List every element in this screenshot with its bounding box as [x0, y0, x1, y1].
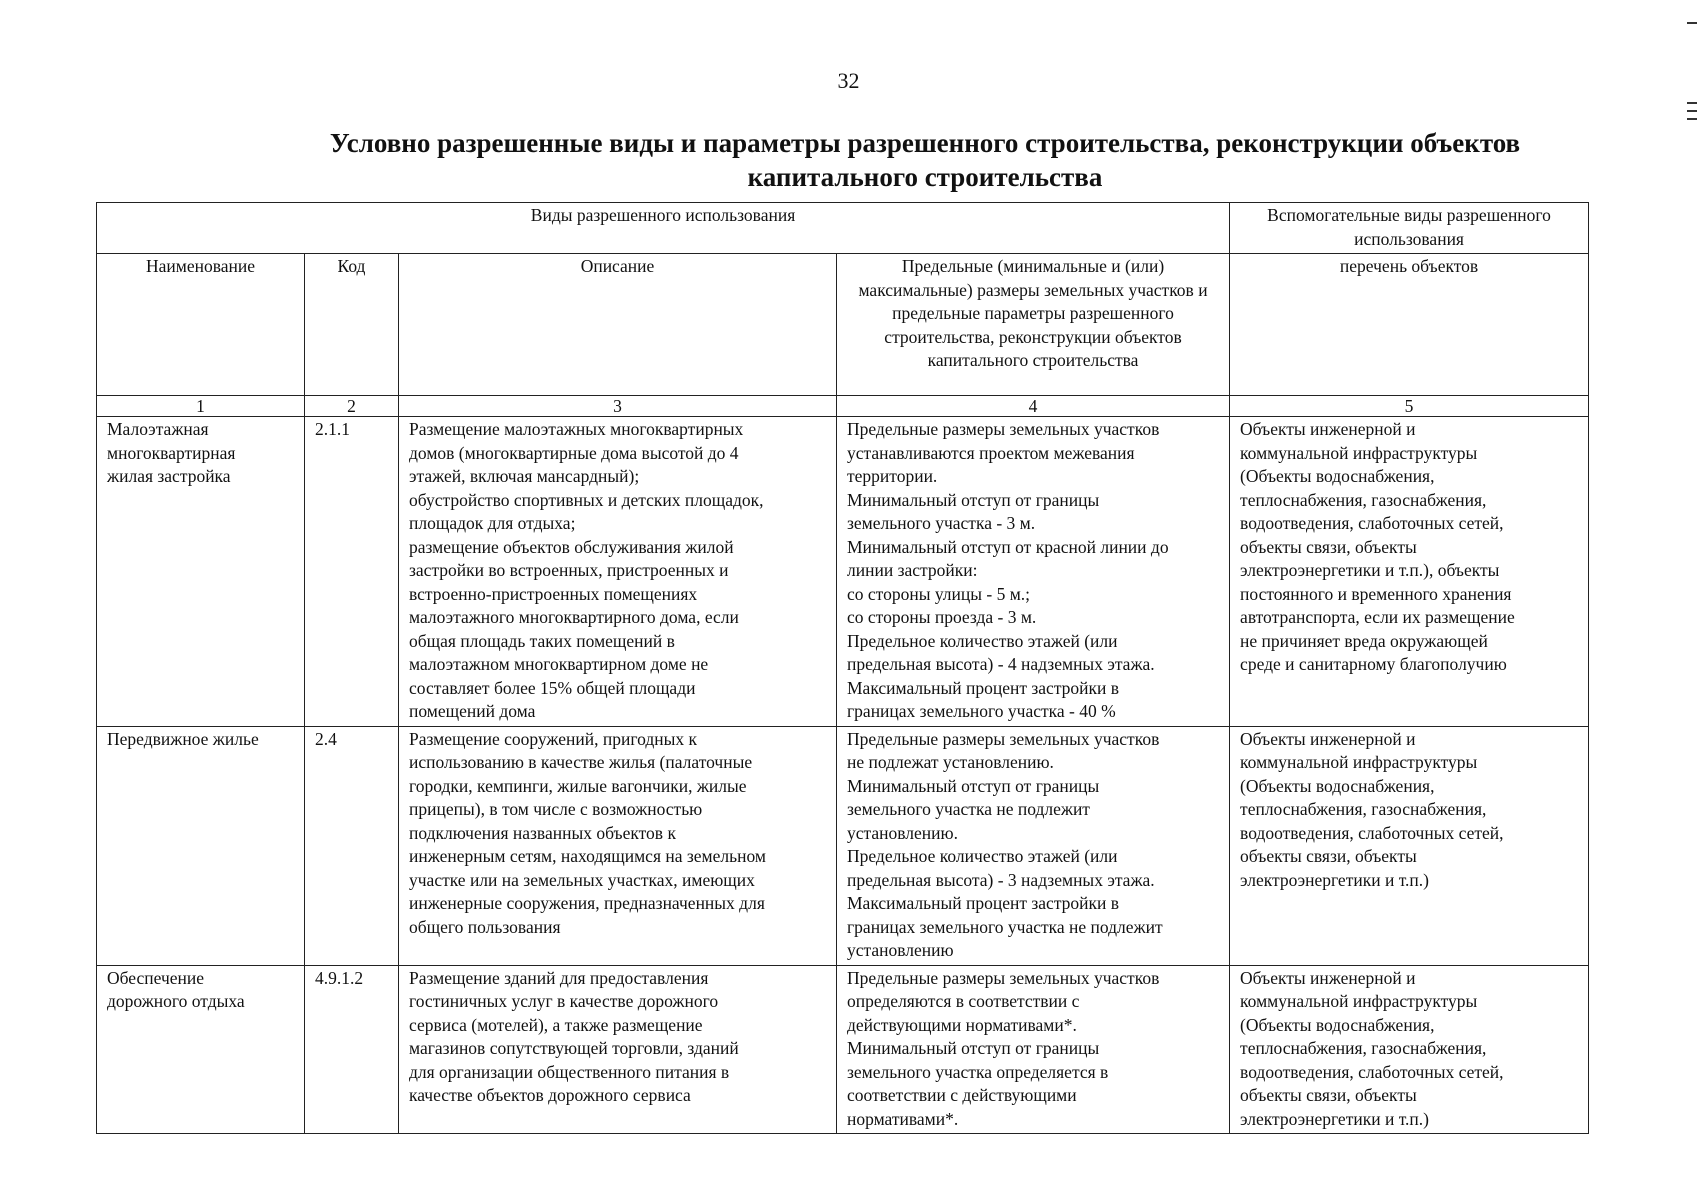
- cell-line: многоквартирная: [107, 442, 236, 463]
- cell-line: Малоэтажная: [107, 419, 209, 439]
- cell-line: нормативами*.: [847, 1108, 959, 1129]
- cell-line: установлению.: [847, 822, 958, 843]
- cell-line: постоянного и временного хранения: [1240, 583, 1512, 604]
- table-row: [97, 726, 1589, 965]
- cell-line: коммунальной инфраструктуры: [1240, 752, 1478, 772]
- cell-line: предельная высота) - 3 надземных этажа.: [847, 869, 1155, 890]
- cell-line: общая площадь таких помещений в: [409, 630, 675, 651]
- cell-line: Минимальный отступ от границы: [847, 1038, 1100, 1058]
- title-line-2: капитального строительства: [747, 162, 1103, 192]
- cell-line: земельного участка - 3 м.: [847, 513, 1036, 533]
- cell-line: линии застройки:: [847, 560, 978, 580]
- cell-line: Размещение малоэтажных многоквартирных: [409, 419, 744, 439]
- cell-line: теплоснабжения, газоснабжения,: [1240, 799, 1487, 819]
- table-column-header-row: [97, 254, 1589, 396]
- cell-line: (Объекты водоснабжения,: [1240, 1014, 1435, 1035]
- cell-line: малоэтажного многоквартирного дома, если: [409, 607, 739, 627]
- cell-line: (Объекты водоснабжения,: [1240, 775, 1435, 796]
- cell-line: границах земельного участка - 40 %: [847, 701, 1116, 721]
- cell-code: 4.9.1.2: [305, 965, 399, 1134]
- cell-line: сервиса (мотелей), а также размещение: [409, 1014, 703, 1035]
- column-header-name: Наименование: [97, 254, 305, 396]
- cell-line: объекты связи, объекты: [1240, 536, 1417, 557]
- cell-line: территории.: [847, 466, 938, 486]
- cell-line: общего пользования: [409, 916, 561, 937]
- cell-line: Объекты инженерной и: [1240, 967, 1416, 988]
- cell-line: водоотведения, слаботочных сетей,: [1240, 1061, 1504, 1082]
- cell-line: со стороны проезда - 3 м.: [847, 607, 1037, 627]
- cell-line: водоотведения, слаботочных сетей,: [1240, 822, 1504, 843]
- group-header-auxiliary-uses: Вспомогательные виды разрешенного использования: [1230, 203, 1589, 254]
- cell-description: [399, 726, 837, 965]
- cell-objects: [1230, 417, 1589, 727]
- table-group-header-row: [97, 203, 1589, 254]
- column-header-description: Описание: [399, 254, 837, 396]
- cell-line: коммунальной инфраструктуры: [1240, 991, 1478, 1011]
- cell-line: объекты связи, объекты: [1240, 1085, 1417, 1105]
- cell-line: домов (многоквартирные дома высотой до 4: [409, 442, 739, 463]
- cell-line: со стороны улицы - 5 м.;: [847, 583, 1031, 604]
- edge-mark: [1687, 22, 1697, 24]
- cell-line: соответствии с действующими: [847, 1085, 1077, 1105]
- cell-line: жилая застройка: [107, 466, 231, 486]
- regulations-table: [96, 202, 1589, 1134]
- cell-line: площадок для отдыха;: [409, 513, 576, 533]
- column-header-limits: Предельные (минимальные и (или) максимальные) размеры земельных участков и предельные параметры разрешенного строительства, реконструкции объектов капитального строительства: [837, 254, 1230, 396]
- cell-line: Минимальный отступ от границы: [847, 775, 1100, 796]
- cell-limits: [837, 417, 1230, 727]
- cell-line: гостиничных услуг в качестве дорожного: [409, 991, 719, 1011]
- cell-line: Максимальный процент застройки в: [847, 893, 1120, 913]
- column-number: 3: [399, 396, 837, 417]
- cell-line: земельного участка не подлежит: [847, 799, 1090, 819]
- cell-line: границах земельного участка не подлежит: [847, 916, 1163, 937]
- cell-line: обустройство спортивных и детских площадок,: [409, 489, 764, 510]
- cell-line: Объекты инженерной и: [1240, 728, 1416, 749]
- cell-line: (Объекты водоснабжения,: [1240, 466, 1435, 486]
- cell-line: магазинов сопутствующей торговли, зданий: [409, 1038, 739, 1058]
- cell-line: городки, кемпинги, жилые вагончики, жилые: [409, 775, 747, 796]
- cell-line: застройки во встроенных, пристроенных и: [409, 560, 729, 580]
- cell-line: Предельные размеры земельных участков: [847, 967, 1160, 988]
- edge-mark: [1687, 110, 1697, 112]
- cell-line: дорожного отдыха: [107, 991, 245, 1011]
- cell-line: для организации общественного питания в: [409, 1061, 730, 1082]
- page-title: [260, 126, 1590, 194]
- cell-line: предельная высота) - 4 надземных этажа.: [847, 654, 1155, 674]
- cell-line: электроэнергетики и т.п.): [1240, 869, 1429, 890]
- cell-line: среде и санитарному благополучию: [1240, 654, 1507, 674]
- cell-line: Максимальный процент застройки в: [847, 677, 1120, 698]
- cell-code: 2.1.1: [305, 417, 399, 727]
- cell-line: установлению: [847, 940, 954, 960]
- edge-mark: [1687, 102, 1697, 104]
- cell-line: Минимальный отступ от границы: [847, 489, 1100, 510]
- cell-line: инженерным сетям, находящимся на земельном: [409, 846, 766, 866]
- cell-line: земельного участка определяется в: [847, 1061, 1109, 1082]
- cell-line: малоэтажном многоквартирном доме не: [409, 654, 709, 674]
- cell-line: Предельные размеры земельных участков: [847, 419, 1160, 439]
- cell-line: составляет более 15% общей площади: [409, 677, 696, 698]
- cell-line: Минимальный отступ от красной линии до: [847, 536, 1169, 557]
- cell-line: автотранспорта, если их размещение: [1240, 607, 1515, 627]
- cell-code: 2.4: [305, 726, 399, 965]
- cell-line: электроэнергетики и т.п.): [1240, 1108, 1429, 1129]
- column-header-code: Код: [305, 254, 399, 396]
- cell-line: водоотведения, слаботочных сетей,: [1240, 513, 1504, 533]
- cell-line: инженерные сооружения, предназначенных для: [409, 893, 765, 913]
- cell-line: подключения названных объектов к: [409, 822, 676, 843]
- cell-line: теплоснабжения, газоснабжения,: [1240, 1038, 1487, 1058]
- title-line-1: Условно разрешенные виды и параметры разрешенного строительства, реконструкции объектов: [329, 128, 1521, 158]
- cell-objects: [1230, 965, 1589, 1134]
- cell-line: действующими нормативами*.: [847, 1014, 1077, 1035]
- cell-name: [97, 417, 305, 727]
- column-number: 2: [305, 396, 399, 417]
- cell-limits: [837, 726, 1230, 965]
- cell-description: [399, 417, 837, 727]
- cell-line: коммунальной инфраструктуры: [1240, 442, 1478, 463]
- cell-objects: [1230, 726, 1589, 965]
- cell-line: не причиняет вреда окружающей: [1240, 630, 1488, 651]
- cell-line: объекты связи, объекты: [1240, 846, 1417, 866]
- cell-line: участке или на земельных участках, имеющих: [409, 869, 755, 890]
- cell-line: использованию в качестве жилья (палаточные: [409, 752, 753, 772]
- cell-description: [399, 965, 837, 1134]
- cell-line: размещение объектов обслуживания жилой: [409, 536, 734, 557]
- cell-line: Предельное количество этажей (или: [847, 846, 1118, 866]
- cell-line: Размещение зданий для предоставления: [409, 967, 709, 988]
- cell-line: электроэнергетики и т.п.), объекты: [1240, 560, 1500, 580]
- table-row: [97, 965, 1589, 1134]
- cell-line: устанавливаются проектом межевания: [847, 442, 1135, 463]
- cell-line: помещений дома: [409, 701, 536, 721]
- cell-line: определяются в соответствии с: [847, 991, 1080, 1011]
- edge-mark: [1687, 118, 1697, 120]
- cell-line: теплоснабжения, газоснабжения,: [1240, 489, 1487, 510]
- cell-name: [97, 726, 305, 965]
- column-number: 5: [1230, 396, 1589, 417]
- cell-line: не подлежат установлению.: [847, 752, 1054, 772]
- cell-line: качестве объектов дорожного сервиса: [409, 1085, 691, 1105]
- cell-line: Передвижное жилье: [107, 728, 259, 749]
- cell-limits: [837, 965, 1230, 1134]
- page-number: 32: [837, 68, 860, 93]
- column-number: 4: [837, 396, 1230, 417]
- column-number: 1: [97, 396, 305, 417]
- cell-name: [97, 965, 305, 1134]
- group-header-permitted-uses: Виды разрешенного использования: [97, 203, 1230, 254]
- column-number-row: [97, 396, 1589, 417]
- cell-line: Обеспечение: [107, 967, 205, 988]
- cell-line: Предельные размеры земельных участков: [847, 728, 1160, 749]
- cell-line: Размещение сооружений, пригодных к: [409, 728, 698, 749]
- cell-line: Предельное количество этажей (или: [847, 630, 1118, 651]
- cell-line: встроенно-пристроенных помещениях: [409, 583, 698, 604]
- table-row: [97, 417, 1589, 727]
- cell-line: этажей, включая мансардный);: [409, 466, 640, 486]
- cell-line: Объекты инженерной и: [1240, 419, 1416, 439]
- column-header-objects: перечень объектов: [1230, 254, 1589, 396]
- cell-line: прицепы), в том числе с возможностью: [409, 799, 703, 819]
